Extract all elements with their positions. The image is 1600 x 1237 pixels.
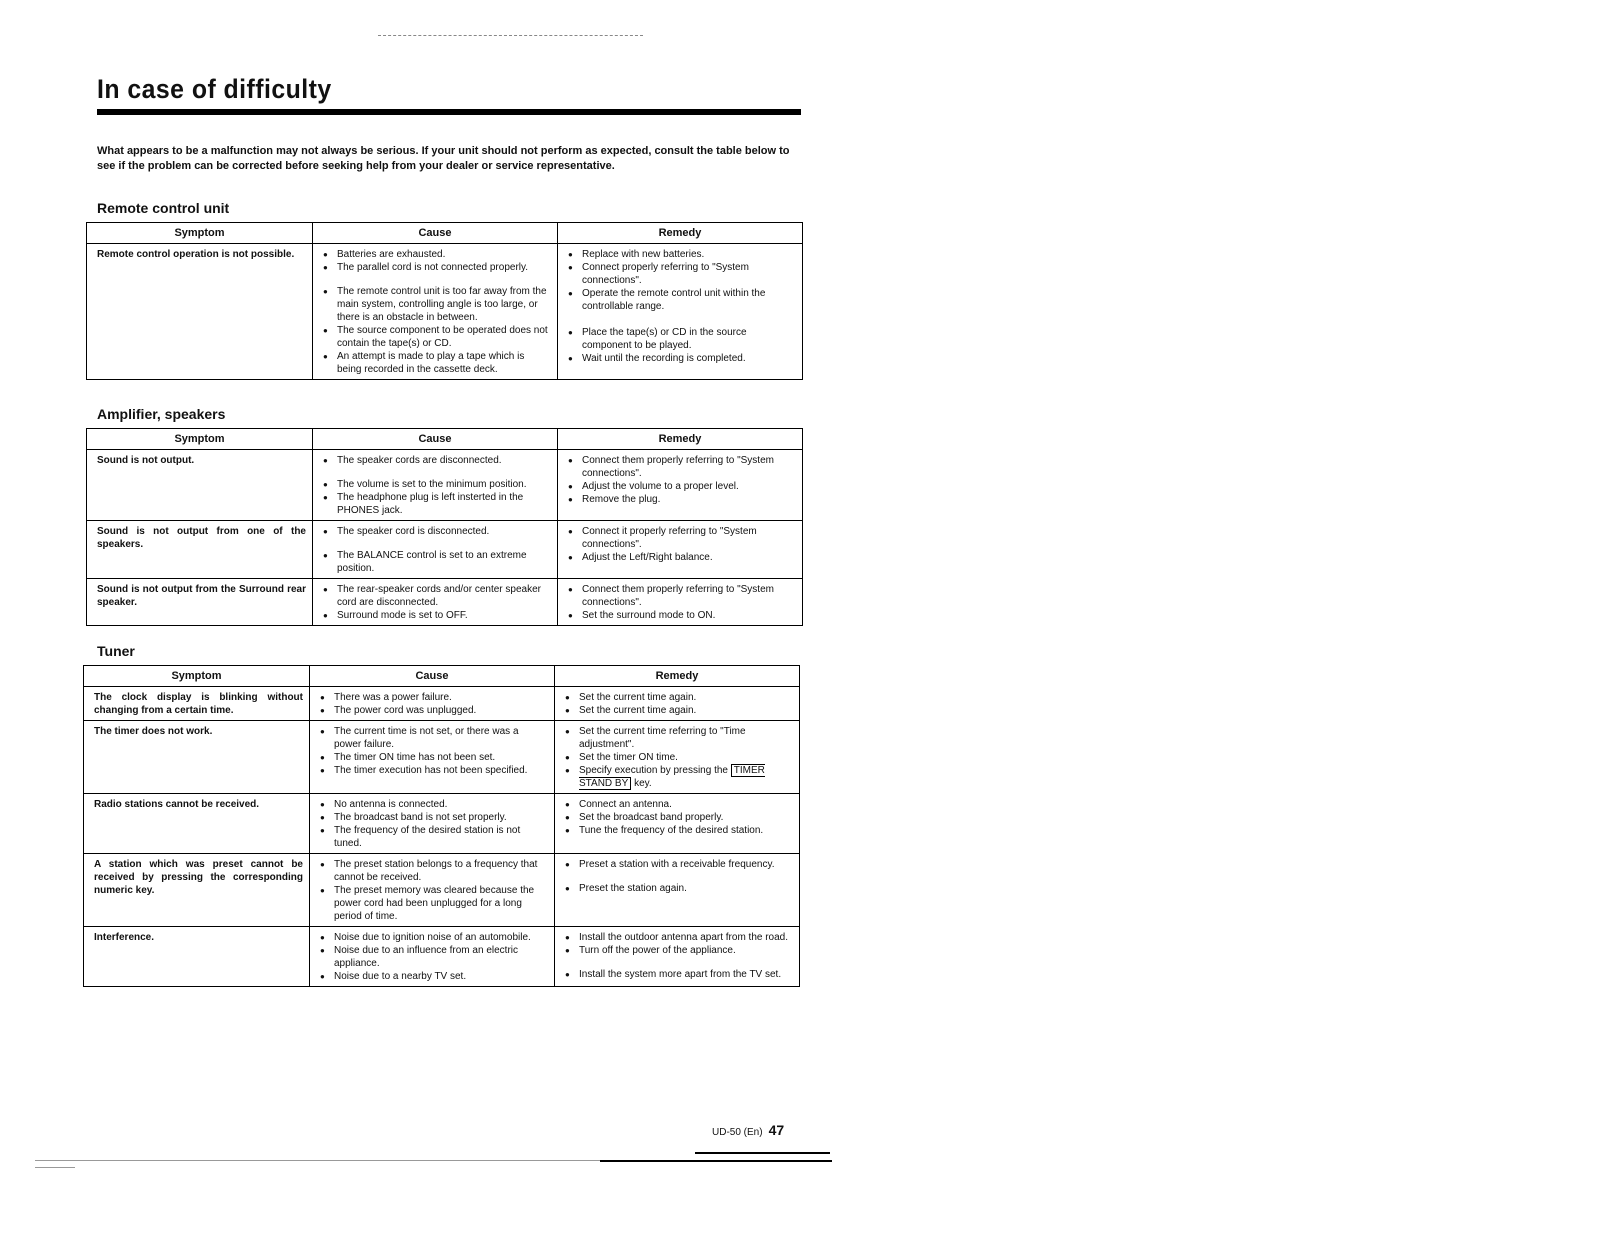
header-cause: Cause <box>310 666 555 687</box>
remedy-cell <box>555 927 800 987</box>
table-header-row <box>87 223 803 244</box>
remedy-item: ● Connect it properly referring to "System connections". <box>568 525 796 551</box>
cause-item: ● Noise due to a nearby TV set. <box>320 970 548 983</box>
intro-paragraph: What appears to be a malfunction may not always be serious. If your unit should not perform as expected, consult the table below to see if the problem can be corrected before seeking help from your dealer or service representative. <box>97 145 790 172</box>
remedy-item: ● Install the system more apart from the TV set. <box>565 968 793 981</box>
cause-item: ● Noise due to ignition noise of an automobile. <box>320 931 548 944</box>
cause-item: ● The preset station belongs to a frequency that cannot be received. <box>320 858 548 884</box>
table-header-row <box>84 666 800 687</box>
remedy-item: ● Connect them properly referring to "System connections". <box>568 454 796 480</box>
cause-item: ● The current time is not set, or there was a power failure. <box>320 725 548 751</box>
cause-cell <box>313 579 558 626</box>
header-symptom: Symptom <box>87 223 313 244</box>
table-remote-control <box>86 222 803 380</box>
cause-cell <box>310 794 555 854</box>
cause-item: ● The speaker cord is disconnected. <box>323 525 551 538</box>
remedy-item: ● Wait until the recording is completed. <box>568 352 796 365</box>
table-tuner <box>83 665 800 987</box>
table-row <box>87 450 803 521</box>
symptom-cell: Radio stations cannot be received. <box>84 794 310 854</box>
cause-cell <box>310 927 555 987</box>
footer-rule-short <box>35 1167 75 1168</box>
table-row <box>87 521 803 579</box>
scan-artifact-footer-lines <box>35 1160 835 1180</box>
table-amplifier-speakers <box>86 428 803 626</box>
cause-item: ● The parallel cord is not connected properly. <box>323 261 551 274</box>
remedy-item: ● Preset a station with a receivable frequency. <box>565 858 793 871</box>
table-row <box>87 579 803 626</box>
remedy-item: ● Set the timer ON time. <box>565 751 793 764</box>
footer-rule-light <box>35 1160 600 1161</box>
remedy-cell <box>558 450 803 521</box>
symptom-cell: Sound is not output from the Surround rear speaker. <box>87 579 313 626</box>
symptom-cell: Sound is not output. <box>87 450 313 521</box>
cause-item: ● The frequency of the desired station is not tuned. <box>320 824 548 850</box>
cause-cell <box>313 450 558 521</box>
remedy-cell <box>555 794 800 854</box>
cause-cell <box>310 854 555 927</box>
header-symptom: Symptom <box>87 429 313 450</box>
cause-cell <box>313 244 558 380</box>
remedy-item: ● Set the surround mode to ON. <box>568 609 796 622</box>
remedy-item: ● Set the current time again. <box>565 691 793 704</box>
table-header-row <box>87 429 803 450</box>
timer-standby-key-label: TIMER STAND BY <box>579 765 765 789</box>
page-title: In case of difficulty <box>97 74 332 104</box>
cause-item: ● The power cord was unplugged. <box>320 704 548 717</box>
cause-item: ● An attempt is made to play a tape which is being recorded in the cassette deck. <box>323 350 551 376</box>
header-symptom: Symptom <box>84 666 310 687</box>
remedy-item: ● Place the tape(s) or CD in the source component to be played. <box>568 326 796 352</box>
symptom-cell: A station which was preset cannot be received by pressing the corresponding numeric key. <box>84 854 310 927</box>
symptom-cell: The clock display is blinking without changing from a certain time. <box>84 687 310 721</box>
footer-rule-dark <box>600 1160 832 1162</box>
table-row <box>84 927 800 987</box>
cause-cell <box>310 687 555 721</box>
cause-item: ● The volume is set to the minimum position. <box>323 478 551 491</box>
cause-item: ● Batteries are exhausted. <box>323 248 551 261</box>
remedy-item-suffix: key. <box>634 778 652 789</box>
cause-item: ● The BALANCE control is set to an extreme position. <box>323 549 551 575</box>
cause-item: ● The broadcast band is not set properly. <box>320 811 548 824</box>
cause-item: ● The remote control unit is too far away from the main system, controlling angle is too large, or there is an obstacle in between. <box>323 285 551 324</box>
remedy-item: ● Connect them properly referring to "System connections". <box>568 583 796 609</box>
remedy-item: ● Set the current time again. <box>565 704 793 717</box>
cause-item: ● The speaker cords are disconnected. <box>323 454 551 467</box>
table-row <box>84 794 800 854</box>
cause-item: ● Noise due to an influence from an electric appliance. <box>320 944 548 970</box>
cause-cell <box>310 721 555 794</box>
remedy-item: ● Set the current time referring to "Time adjustment". <box>565 725 793 751</box>
remedy-item: ● Install the outdoor antenna apart from the road. <box>565 931 793 944</box>
symptom-cell: Remote control operation is not possible. <box>87 244 313 380</box>
section-title-remote: Remote control unit <box>97 200 230 216</box>
title-rule <box>97 109 801 115</box>
header-cause: Cause <box>313 223 558 244</box>
table-row <box>84 854 800 927</box>
section-title-tuner: Tuner <box>97 643 135 659</box>
remedy-item <box>565 764 793 790</box>
header-remedy: Remedy <box>555 666 800 687</box>
header-remedy: Remedy <box>558 223 803 244</box>
table-row <box>87 244 803 380</box>
remedy-cell <box>558 521 803 579</box>
cause-item: ● The timer execution has not been specified. <box>320 764 548 777</box>
remedy-item: ● Operate the remote control unit within the controllable range. <box>568 287 796 313</box>
symptom-cell: Sound is not output from one of the speakers. <box>87 521 313 579</box>
remedy-item: ● Turn off the power of the appliance. <box>565 944 793 957</box>
header-cause: Cause <box>313 429 558 450</box>
cause-item: ● The headphone plug is left insterted in the PHONES jack. <box>323 491 551 517</box>
remedy-cell <box>558 244 803 380</box>
remedy-item: ● Set the broadcast band properly. <box>565 811 793 824</box>
table-row <box>84 721 800 794</box>
cause-item: ● There was a power failure. <box>320 691 548 704</box>
header-remedy: Remedy <box>558 429 803 450</box>
symptom-cell: Interference. <box>84 927 310 987</box>
remedy-cell <box>558 579 803 626</box>
remedy-item: ● Adjust the Left/Right balance. <box>568 551 796 564</box>
remedy-item: ● Connect properly referring to "System connections". <box>568 261 796 287</box>
remedy-cell <box>555 721 800 794</box>
section-title-amplifier: Amplifier, speakers <box>97 406 226 422</box>
symptom-cell: The timer does not work. <box>84 721 310 794</box>
cause-item: ● The source component to be operated does not contain the tape(s) or CD. <box>323 324 551 350</box>
cause-cell <box>313 521 558 579</box>
cause-item: ● Surround mode is set to OFF. <box>323 609 551 622</box>
remedy-item: ● Adjust the volume to a proper level. <box>568 480 796 493</box>
remedy-item: ● Connect an antenna. <box>565 798 793 811</box>
scan-artifact-line <box>378 35 643 36</box>
remedy-item: ● Preset the station again. <box>565 882 793 895</box>
table-row <box>84 687 800 721</box>
cause-item: ● The rear-speaker cords and/or center speaker cord are disconnected. <box>323 583 551 609</box>
remedy-cell <box>555 687 800 721</box>
footer-model: UD-50 (En) <box>712 1127 763 1138</box>
remedy-cell <box>555 854 800 927</box>
footer-page-number: 47 <box>768 1122 785 1138</box>
cause-item: ● No antenna is connected. <box>320 798 548 811</box>
remedy-item-text: Specify execution by pressing the <box>579 765 728 776</box>
cause-item: ● The preset memory was cleared because the power cord had been unplugged for a long period of time. <box>320 884 548 923</box>
page-footer <box>712 1122 784 1138</box>
remedy-item: ● Remove the plug. <box>568 493 796 506</box>
footer-rule-upper <box>695 1152 830 1154</box>
remedy-item: ● Replace with new batteries. <box>568 248 796 261</box>
cause-item: ● The timer ON time has not been set. <box>320 751 548 764</box>
remedy-item: ● Tune the frequency of the desired station. <box>565 824 793 837</box>
